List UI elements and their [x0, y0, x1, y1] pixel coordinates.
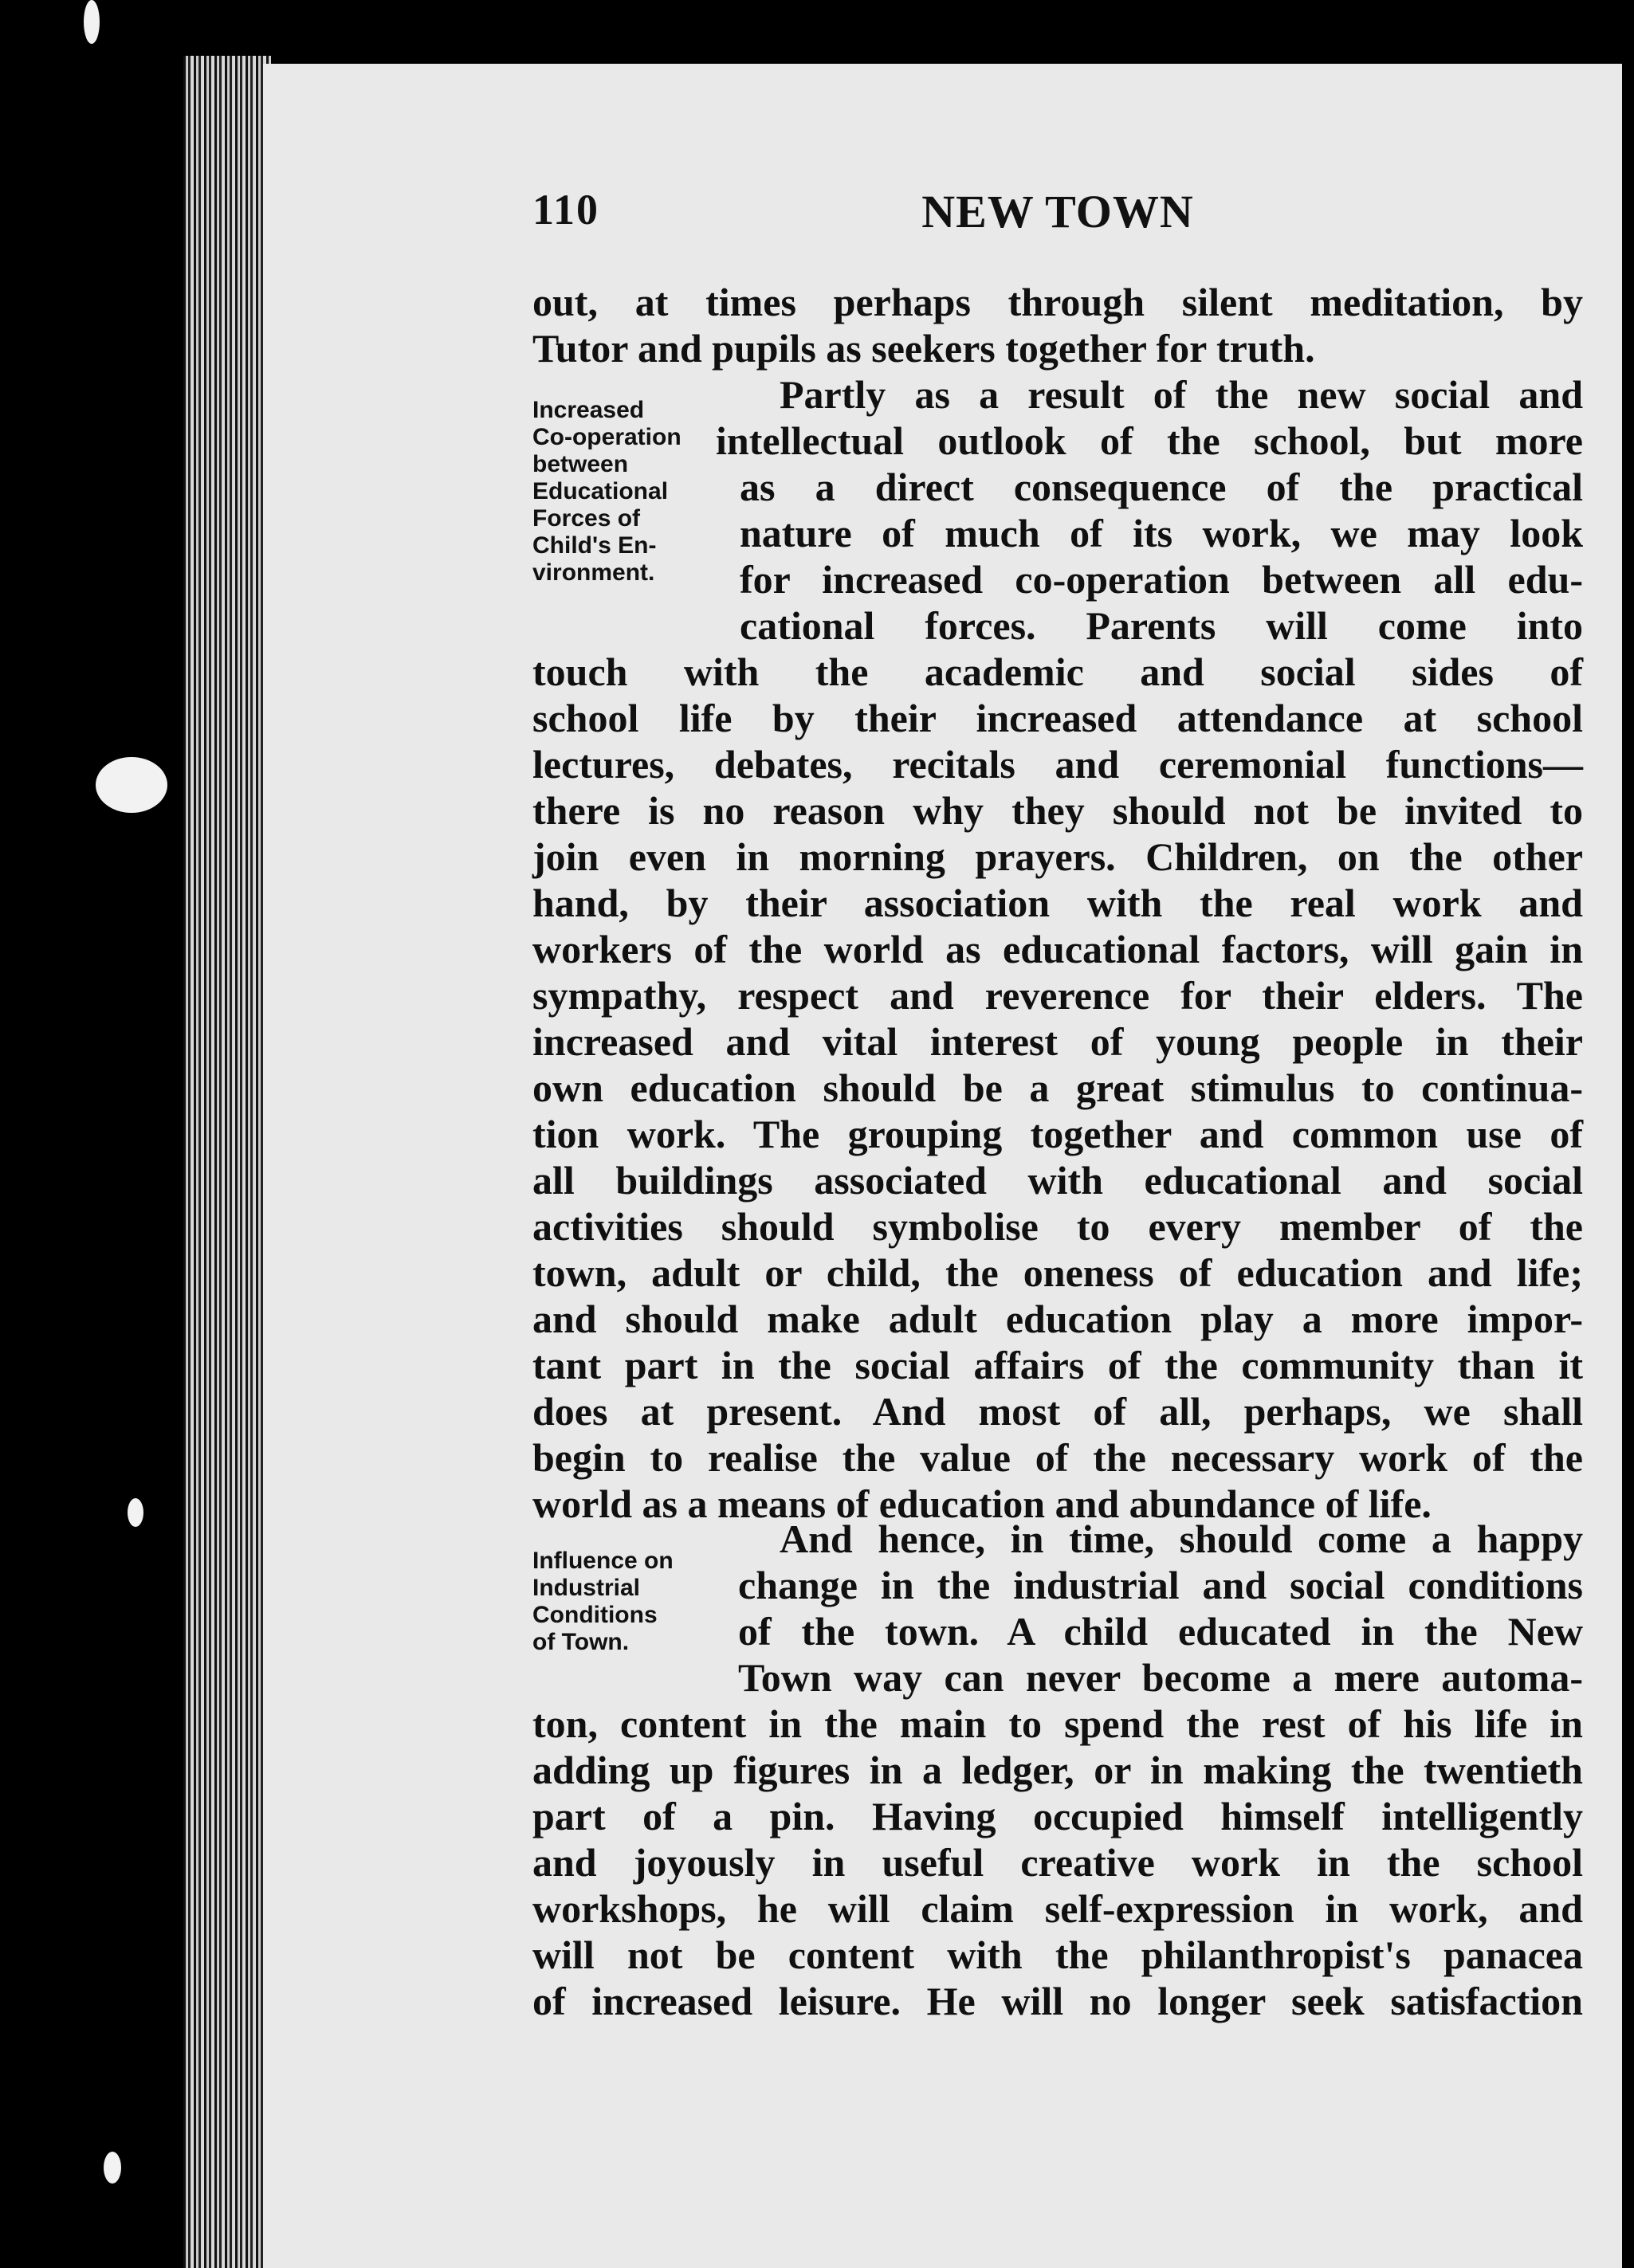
- text-line: will not be content with the philanthropist's panacea: [532, 1933, 1583, 1977]
- text-line: part of a pin. Having occupied himself intelligently: [532, 1794, 1583, 1838]
- sidenote-line: Influence on: [532, 1548, 674, 1574]
- text-line: workers of the world as educational factors, will gain in: [532, 927, 1583, 971]
- text-line: nature of much of its work, we may look: [740, 511, 1583, 555]
- text-line: of increased leisure. He will no longer seek satisfaction: [532, 1979, 1583, 2023]
- text-line: of the town. A child educated in the New: [738, 1609, 1583, 1654]
- text-line: ton, content in the main to spend the rest of his life in: [532, 1701, 1583, 1746]
- running-head: [532, 185, 1583, 249]
- text-line: school life by their increased attendance at school: [532, 696, 1583, 740]
- paragraph-industrial: [532, 1516, 1583, 2024]
- text-line: workshops, he will claim self-expression in work, and: [532, 1886, 1583, 1931]
- sidenote-line: of Town.: [532, 1629, 630, 1655]
- text-line: lectures, debates, recitals and ceremonial functions—: [532, 742, 1583, 787]
- text-line: there is no reason why they should not be invited to: [532, 788, 1583, 833]
- sidenote-line: Industrial: [532, 1575, 641, 1601]
- sidenote-line: Increased: [532, 397, 645, 423]
- text-line: begin to realise the value of the necessary work of the: [532, 1435, 1583, 1480]
- page-number: 110: [532, 186, 600, 233]
- text-line: cational forces. Parents will come into: [740, 603, 1583, 648]
- sidenote-line: Co-operation: [532, 424, 681, 450]
- text-line: change in the industrial and social conditions: [738, 1563, 1583, 1607]
- text-line: and should make adult education play a more impor-: [532, 1297, 1583, 1341]
- text-line: sympathy, respect and reverence for their elders. The: [532, 973, 1583, 1018]
- text-line: touch with the academic and social sides of: [532, 649, 1583, 694]
- text-line: town, adult or child, the oneness of education and life;: [532, 1250, 1583, 1295]
- text-line: Tutor and pupils as seekers together for truth.: [532, 326, 1315, 371]
- page-edge: [183, 56, 271, 2268]
- running-title: NEW TOWN: [921, 186, 1194, 237]
- text-line: own education should be a great stimulus to continua-: [532, 1065, 1583, 1110]
- scan-speck: [96, 757, 167, 813]
- text-line: And hence, in time, should come a happy: [780, 1517, 1583, 1561]
- paragraph-cooperation: [532, 371, 1583, 1527]
- sidenote-line: between: [532, 451, 629, 477]
- text-line: intellectual outlook of the school, but more: [716, 418, 1583, 463]
- text-line: as a direct consequence of the practical: [740, 465, 1583, 509]
- text-line: hand, by their association with the real work and: [532, 881, 1583, 925]
- text-line: for increased co-operation between all edu-: [740, 557, 1583, 602]
- text-line: world as a means of education and abundance of life.: [532, 1481, 1432, 1526]
- text-line: Town way can never become a mere automa-: [738, 1655, 1583, 1700]
- text-line: all buildings associated with educational and social: [532, 1158, 1583, 1203]
- text-line: adding up figures in a ledger, or in making the twentieth: [532, 1748, 1583, 1792]
- sidenote-line: vironment.: [532, 559, 655, 586]
- sidenote-line: Forces of: [532, 505, 641, 532]
- text-line: tion work. The grouping together and common use of: [532, 1112, 1583, 1156]
- text-line: tant part in the social affairs of the community than it: [532, 1343, 1583, 1387]
- text-line: join even in morning prayers. Children, on the other: [532, 834, 1583, 879]
- text-line: increased and vital interest of young people in their: [532, 1019, 1583, 1064]
- paragraph-continuation: [532, 279, 1583, 371]
- sidenote-line: Educational: [532, 478, 669, 504]
- sidenote-line: Child's En-: [532, 532, 657, 559]
- scan-speck: [104, 2152, 121, 2184]
- sidenote-line: Conditions: [532, 1602, 658, 1628]
- scan-speck: [84, 0, 100, 44]
- text-line: out, at times perhaps through silent meditation, by: [532, 280, 1583, 324]
- scan-speck: [128, 1498, 143, 1527]
- text-line: Partly as a result of the new social and: [780, 372, 1583, 417]
- text-line: does at present. And most of all, perhaps, we shall: [532, 1389, 1583, 1434]
- text-line: activities should symbolise to every member of the: [532, 1204, 1583, 1249]
- text-line: and joyously in useful creative work in the school: [532, 1840, 1583, 1885]
